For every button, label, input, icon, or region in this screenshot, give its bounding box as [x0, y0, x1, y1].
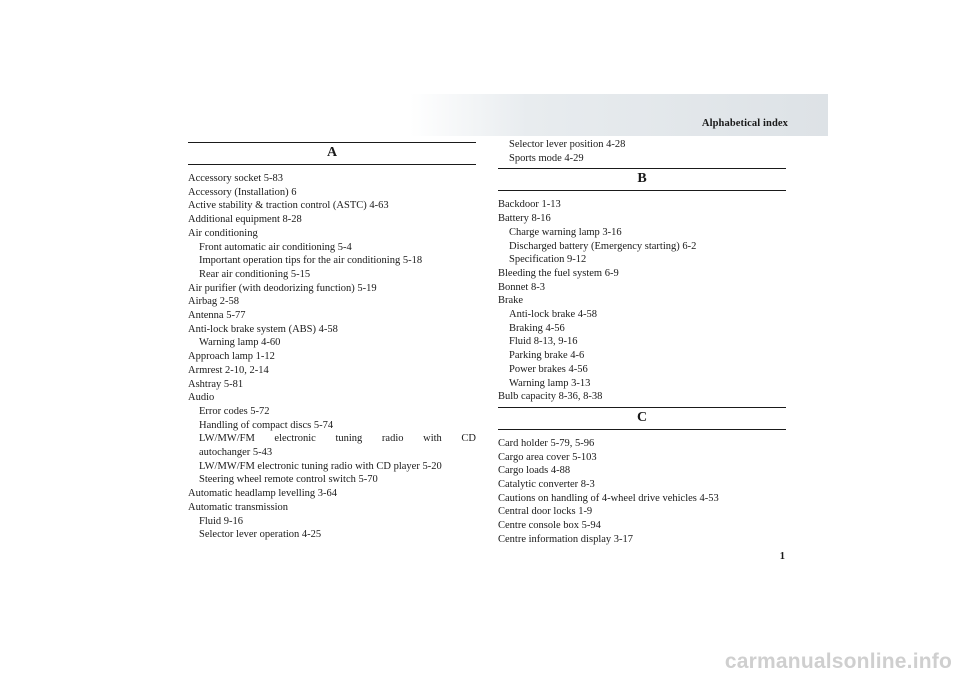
index-subentry: Charge warning lamp 3-16 — [509, 226, 622, 238]
index-entry: Active stability & traction control (ASTC) 4-63 — [188, 200, 389, 212]
index-subentry: Front automatic air conditioning 5-4 — [199, 241, 352, 253]
index-entry: Cargo area cover 5-103 — [498, 451, 597, 463]
page-number: 1 — [779, 551, 785, 562]
index-entry: Card holder 5-79, 5-96 — [498, 437, 595, 449]
page-header-title: Alphabetical index — [701, 118, 788, 129]
index-subentry: Anti-lock brake 4-58 — [509, 309, 598, 321]
index-subentry: Sports mode 4-29 — [509, 152, 584, 164]
index-subentry: Fluid 9-16 — [199, 515, 244, 527]
index-subentry: Important operation tips for the air conditioning 5-18 — [199, 255, 423, 267]
index-entry: Audio — [188, 392, 215, 404]
index-entry: Catalytic converter 8-3 — [498, 479, 595, 491]
section-heading-c: C — [498, 407, 786, 430]
index-subentry: Steering wheel remote control switch 5-70 — [199, 474, 378, 486]
index-entry: Anti-lock brake system (ABS) 4-58 — [188, 323, 338, 335]
index-entry: Airbag 2-58 — [188, 296, 240, 308]
index-entry: Bulb capacity 8-36, 8-38 — [498, 391, 603, 403]
index-subentry: Selector lever position 4-28 — [509, 139, 626, 150]
index-subentry: Rear air conditioning 5-15 — [199, 268, 311, 280]
index-entry: Cautions on handling of 4-wheel drive vehicles 4-53 — [498, 492, 719, 504]
index-subentry: Braking 4-56 — [509, 322, 565, 334]
index-entry: Battery 8-16 — [498, 213, 551, 225]
index-subentry-continued: autochanger 5-43 — [199, 447, 273, 459]
index-entry: Additional equipment 8-28 — [188, 214, 302, 226]
index-subentry: Discharged battery (Emergency starting) 6-2 — [509, 240, 697, 252]
index-entry: Cargo loads 4-88 — [498, 465, 571, 477]
index-subentry: Fluid 8-13, 9-16 — [509, 336, 578, 348]
index-entry: Armrest 2-10, 2-14 — [188, 364, 269, 376]
index-entry: Air conditioning — [188, 227, 258, 239]
index-column-left — [188, 142, 476, 542]
index-entry: Accessory (Installation) 6 — [188, 186, 297, 198]
index-entry: Central door locks 1-9 — [498, 506, 593, 518]
index-entry: Antenna 5-77 — [188, 310, 246, 322]
index-entry: Centre information display 3-17 — [498, 533, 634, 545]
index-subentry: Parking brake 4-6 — [509, 350, 585, 362]
index-subentry: Error codes 5-72 — [199, 405, 270, 417]
index-entry: Backdoor 1-13 — [498, 199, 561, 211]
index-entry: Accessory socket 5-83 — [188, 173, 284, 184]
index-subentry: Warning lamp 4-60 — [199, 337, 281, 349]
index-entry: Brake — [498, 295, 524, 307]
index-entry: Automatic transmission — [188, 501, 289, 513]
index-entry: Bleeding the fuel system 6-9 — [498, 267, 619, 279]
watermark-text: carmanualsonline.info — [724, 650, 952, 673]
index-entry: Automatic headlamp levelling 3-64 — [188, 488, 337, 500]
index-subentry: LW/MW/FM electronic tuning radio with CD — [199, 433, 476, 445]
index-entry: Air purifier (with deodorizing function) 5-19 — [188, 282, 377, 294]
index-subentry: Handling of compact discs 5-74 — [199, 419, 334, 431]
section-heading-b: B — [498, 168, 786, 191]
section-heading-a: A — [188, 142, 476, 165]
index-subentry: Selector lever operation 4-25 — [199, 529, 322, 541]
index-subentry: LW/MW/FM electronic tuning radio with CD player 5-20 — [199, 460, 442, 472]
index-entry: Ashtray 5-81 — [188, 378, 244, 390]
index-subentry: Specification 9-12 — [509, 254, 587, 266]
index-subentry: Power brakes 4-56 — [509, 363, 588, 375]
index-entry: Approach lamp 1-12 — [188, 351, 275, 363]
index-column-right — [498, 138, 786, 547]
index-entry: Centre console box 5-94 — [498, 520, 601, 532]
header-band — [410, 94, 828, 136]
index-subentry: Warning lamp 3-13 — [509, 377, 591, 389]
index-entry: Bonnet 8-3 — [498, 281, 545, 293]
